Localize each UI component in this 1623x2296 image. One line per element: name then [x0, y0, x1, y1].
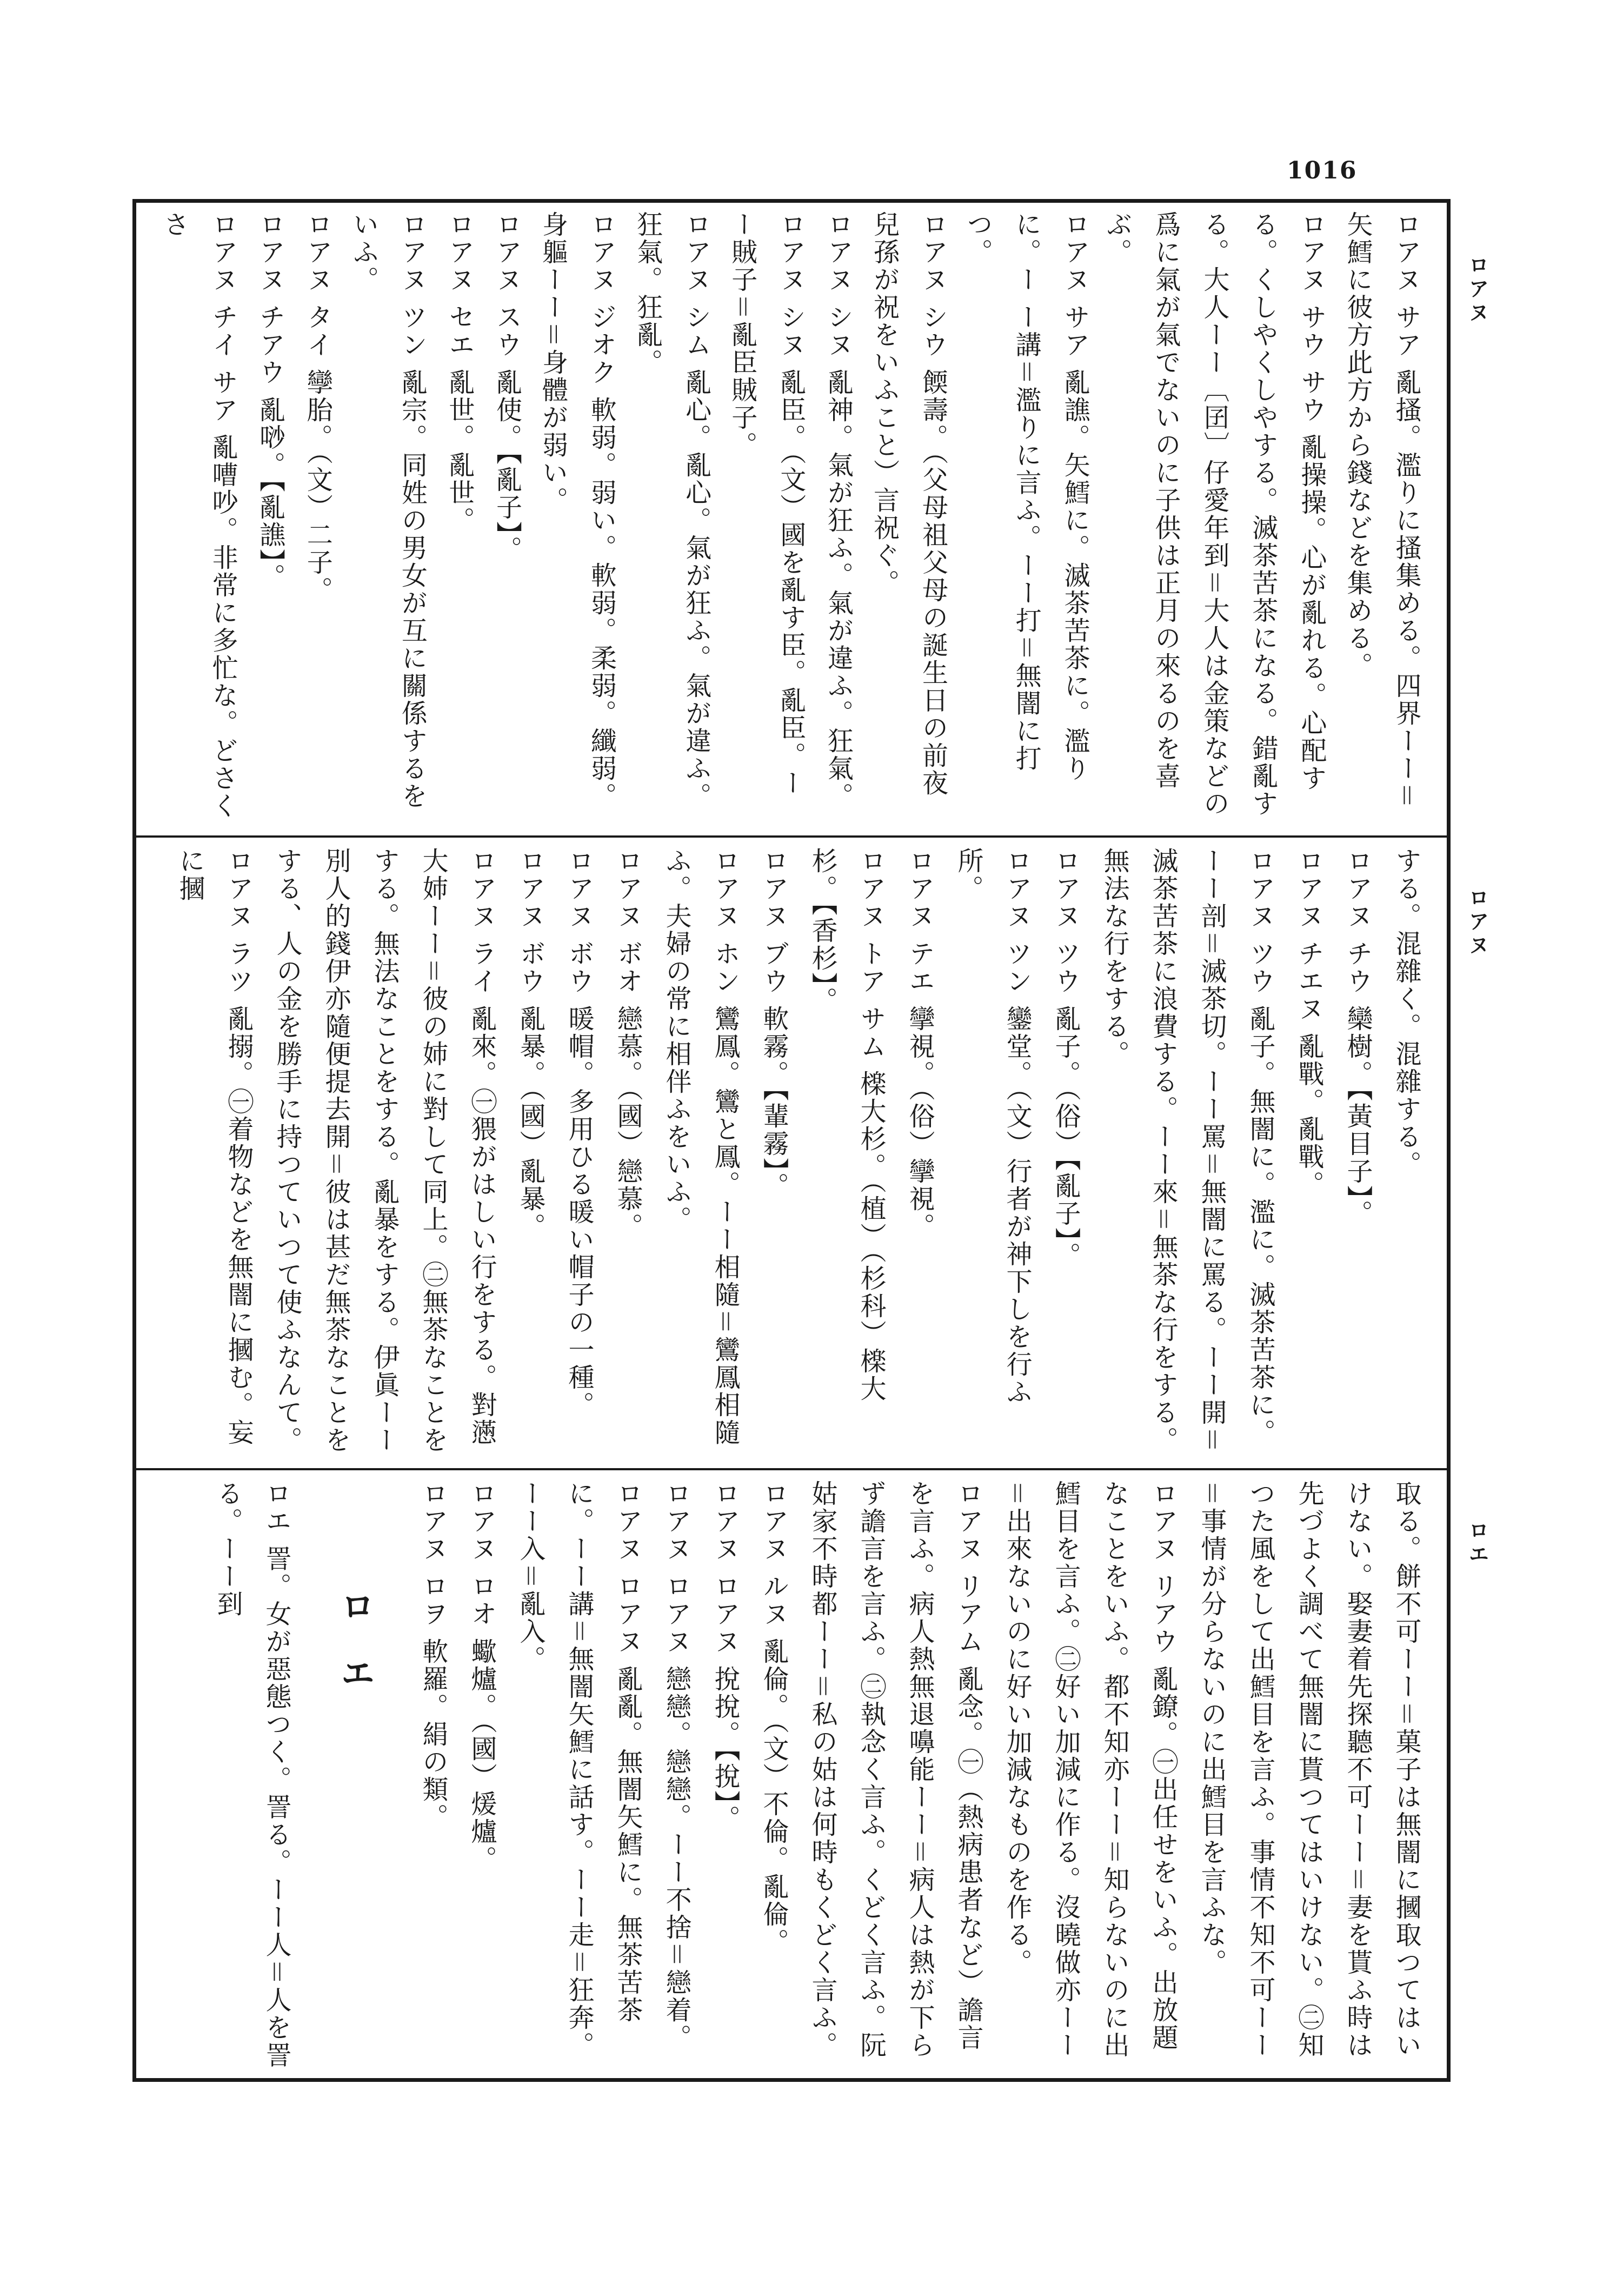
dictionary-entry: ロアヌ ルヌ 亂倫。（文）不倫。亂倫。 [759, 1480, 789, 1956]
dictionary-entry: ロアヌ スウ 亂使。【亂子】。 [491, 211, 522, 563]
dictionary-entry: 取る。餅不可ーー＝菓子は無闇に摑取つてはいけない。娶妻着先探聽不可ーー＝妻を貰ふ時は先づよく調べて無闇に貰つてはいけない。㊁知つた風をして出鱈目を言ふ。事情不知不可ーー＝事情が分らないのに出鱈目を言ふな。 [1196, 1480, 1421, 2060]
dictionary-entry: ロアヌ ロアヌ 亂亂。無闇矢鱈に。無茶苦茶に。ーー講＝無闇矢鱈に話す。ーー走＝狂奔。ーー入＝亂入。 [515, 1480, 643, 2060]
page-number: 1016 [1287, 157, 1358, 184]
dictionary-entry: ロアヌ ボウ 暖帽。多用ひる暖い帽子の一種。 [564, 847, 594, 1419]
dictionary-entry: ロアヌ ツウ 亂子。無闇に。濫に。滅茶苦茶に。ーー剖＝滅茶切。ーー罵＝無闇に罵る。ーー開＝滅茶苦茶に浪費する。ーー來＝無茶な行をする。無法な行をする。 [1099, 847, 1275, 1455]
dictionary-entry: ロアヌ シヌ 亂臣。（文）國を亂す臣。亂臣。ーー賊子＝亂臣賊子。 [727, 211, 806, 797]
running-headword-middle: ロアヌ [1465, 887, 1489, 958]
dictionary-entry: ロアヌ テエ 攣視。（俗）攣視。 [904, 847, 935, 1240]
top-section [136, 201, 1447, 834]
dictionary-entry: ロアヌ リアウ 亂鐐。㊀出任せをいふ。出放題なことをいふ。都不知亦ーー＝知らないのに出鱈目を言ふ。㊁好い加減に作る。沒曉做亦ーー＝出來ないのに好い加減なものを作る。 [1002, 1480, 1178, 2060]
bottom-section [136, 1470, 1447, 2080]
dictionary-entry: ロアヌ ホン 鸞鳳。鸞と鳳。ーー相隨＝鸞鳳相隨ふ。夫婦の常に相伴ふをいふ。 [661, 847, 740, 1446]
dictionary-entry: ロアヌ シヌ 亂神。氣が狂ふ。氣が違ふ。狂氣。 [823, 211, 854, 810]
dictionary-entry: ロアヌ サア 亂搔。濫りに搔集める。四界ーー＝矢鱈に彼方此方から錢などを集める。 [1342, 211, 1421, 810]
dictionary-entry: ロアヌ チエヌ 亂戰。亂戰。 [1294, 847, 1324, 1198]
dictionary-entry: ロアヌ セエ 亂世。亂世。 [444, 211, 475, 534]
dictionary-entry: ロアヌ シウ 餪壽。（父母祖父母の誕生日の前夜兒孫が祝をいふこと）言祝ぐ。 [869, 211, 948, 797]
dictionary-entry: ロアヌ シム 亂心。亂心。氣が狂ふ。氣が違ふ。狂氣。狂亂。 [632, 211, 711, 810]
dictionary-entry: ロアヌ ロオ 蠍爐。（國）煖爐。 [467, 1480, 497, 1873]
dictionary-entry: ロアヌ ライ 亂來。㊀猥がはしい行をする。對懣大姉ーー＝彼の姉に對して同上。㊁無茶なことをする。無法なことをする。亂暴をする。伊眞ーー別人的錢伊亦隨便提去開＝彼は甚だ無茶なことをする、人の金を勝手に持つていつて使ふなんて。 [272, 847, 497, 1455]
dictionary-entry: ロアヌ チイ サア 亂嘈吵。非常に多忙な。どさくさ [159, 211, 238, 820]
running-headword-bottom: ロエ [1465, 1519, 1489, 1567]
dictionary-entry: ロエ 詈。女が惡態つく。詈る。ーー人＝人を詈る。ーー到 [212, 1480, 291, 2069]
dictionary-entry: ロアヌ ロアヌ 戀戀。戀戀。ーー不捨＝戀着。 [661, 1480, 691, 2052]
dictionary-entry: ロアヌ タイ 孿胎。（文）二子。 [302, 211, 333, 604]
dictionary-entry: ロアヌ ボウ 亂暴。（國）亂暴。 [515, 847, 546, 1240]
dictionary-entry: ロアヌ サア 亂譙。矢鱈に。滅茶苦茶に。濫りに。ー ー講＝濫りに言ふ。ーー打＝無闇に打つ。 [962, 211, 1090, 782]
dictionary-entry: ロアヌ ツン 鑾堂。（文）行者が神下しを行ふ所。 [953, 847, 1032, 1406]
dictionary-entry: ロアヌ ロアヌ 挩挩。【挩】。 [710, 1480, 740, 1833]
dictionary-entry: ロアヌ チウ 欒樹。【黃目子】。 [1342, 847, 1373, 1227]
section-heading: ロエ [335, 1588, 375, 1722]
dictionary-entry: ロアヌ ジオク 軟弱。弱い。軟弱。柔弱。纖弱。身軀ーー＝身體が弱い。 [537, 211, 617, 810]
dictionary-entry: ロアヌ ツウ 亂子。（俗）【亂子】。 [1050, 847, 1081, 1270]
dictionary-entry: ロアヌ リアム 亂念。㊀（熱病患者など）譫言を言ふ。病人熱無退嚊能ーー＝病人は熱が下らず譫言を言ふ。㊁執念く言ふ。くどく言ふ。阮姑家不時都ーー＝私の姑は何時もくどく言ふ。 [807, 1480, 983, 2060]
dictionary-entry: ロアヌ サウ サウ 亂操操。心が亂れる。心配する。くしやくしやする。滅茶苦茶になる。錯亂する。大人ーー〔囝〕仔愛年到＝大人は金策などの爲に氣が氣でないのに子供は正月の來るのを喜ぶ。 [1101, 211, 1327, 818]
dictionary-entry: ロアヌ ブウ 軟霧。【輩霧】。 [759, 847, 789, 1200]
dictionary-entry: ロアヌ チアウ 亂唦。【亂譙】。 [255, 211, 285, 591]
dictionary-entry: ロアヌ トア サム 檪大杉。（植）（杉科）檪大杉。【香杉】。 [807, 847, 886, 1403]
middle-section [136, 838, 1447, 1466]
dictionary-entry: ロアヌ ツン 亂宗。同姓の男女が互に關係するをいふ。 [348, 211, 428, 810]
dictionary-entry: ロアヌ ラツ 亂搦。㊀着物などを無闇に摑む。妄に摑 [175, 847, 254, 1446]
running-headword-top: ロアヌ [1465, 254, 1489, 326]
dictionary-entry: する。混雜く。混雜する。 [1391, 847, 1421, 1178]
dictionary-entry: ロアヌ ロヲ 軟羅。絹の類。 [418, 1480, 448, 1831]
dictionary-entry: ロアヌ ボオ 戀慕。（國）戀慕。 [613, 847, 643, 1240]
